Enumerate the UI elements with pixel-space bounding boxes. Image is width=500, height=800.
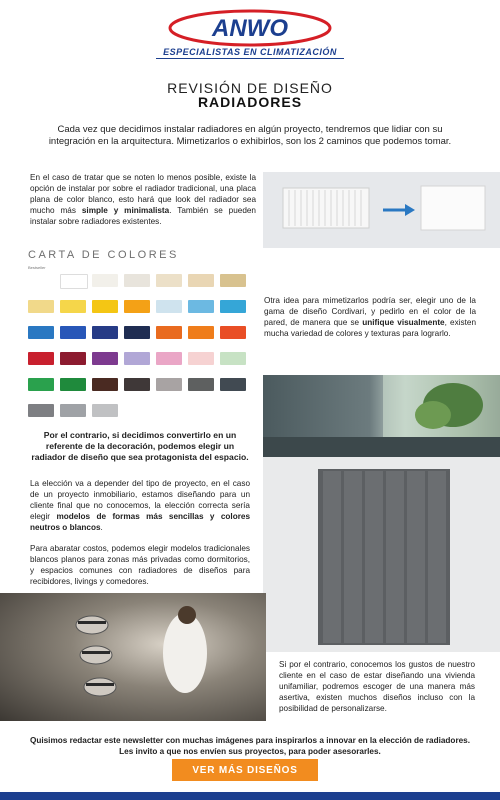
color-chart-title: CARTA DE COLORES <box>28 249 179 261</box>
tagline: ESPECIALISTAS EN CLIMATIZACIÓN <box>163 47 337 57</box>
color-swatch <box>60 300 86 313</box>
section-project-choice-text: La elección va a depender del tipo de proyecto, en el caso de un proyecto inmobiliario, estamos diseñando para un cliente final que no conocemos, la elección correcta sería elegir modelos de formas más sencillas y colores neutros o blancos. <box>30 479 251 532</box>
color-swatch <box>60 326 86 339</box>
page-title-line1: REVISIÓN DE DISEÑO <box>167 80 333 96</box>
color-swatch <box>156 352 182 365</box>
page-title-line2: RADIADORES <box>197 94 303 110</box>
color-swatch <box>124 326 150 339</box>
color-swatch <box>188 352 214 365</box>
section-mimetize-text: Otra idea para mimetizarlos podría ser, elegir uno de la gama de diseño Cordivari, y pedirlo en el color de la pared, de manera que se unifique visualmente, existen mucha variedad de colores y texturas para lograrlo. <box>264 296 477 338</box>
color-swatch <box>92 326 118 339</box>
logo-text: ANWO <box>212 15 288 42</box>
closing-text: Quisimos redactar este newsletter con muchas imágenes para inspirarlos a innovar en la elección de radiadores. Les invito a que nos envíen sus proyectos, para poder asesorarles. <box>29 736 471 756</box>
color-swatch <box>60 378 86 391</box>
color-swatch <box>156 378 182 391</box>
color-swatch <box>188 378 214 391</box>
color-swatch <box>60 352 86 365</box>
color-swatch <box>156 274 182 287</box>
divider <box>156 58 344 59</box>
radiator-comparison-illustration <box>263 172 500 248</box>
color-swatch <box>92 300 118 313</box>
anwo-logo[interactable] <box>156 8 344 48</box>
grey-radiator-illustration <box>263 457 500 652</box>
color-swatch <box>92 274 118 287</box>
color-swatch <box>156 326 182 339</box>
round-radiator-illustration <box>0 593 266 721</box>
color-swatch <box>28 352 54 365</box>
color-swatch <box>124 352 150 365</box>
section-minimalist-text: En el caso de tratar que se noten lo menos posible, existe la opción de instalar por sobre el radiador tradicional, una placa plana de color blanco, esto hará que look del radiador sea mucho más simple y minimalista. También se pueden instalar sobre radiadores existentes. <box>30 173 256 226</box>
color-swatch <box>188 326 214 339</box>
intro-text: Cada vez que decidimos instalar radiadores en algún proyecto, tendremos que lidiar con su integración en la arquitectura. Mimetizarlos o exhibirlos, son los 2 caminos que podemos tomar. <box>48 124 452 147</box>
plant-room-illustration <box>263 375 500 457</box>
woman-towel-radiator-image <box>0 593 266 721</box>
section-custom-design-text: Si por el contrario, conocemos los gustos de nuestro cliente en el caso de estar diseñando una vivienda unifamiliar, podremos escoger de una manera más asertiva, existen muchos diseños incluso con la posibilidad de personalizarse. <box>279 660 475 713</box>
color-swatch <box>28 326 54 339</box>
color-swatch <box>124 300 150 313</box>
green-room-image <box>263 375 500 457</box>
color-swatch <box>92 352 118 365</box>
color-chart <box>28 265 258 420</box>
section-costs-text: Para abaratar costos, podemos elegir modelos tradicionales blancos planos para zonas más privadas como dormitorios, y espacios comunes con radiadores de diseños para recibidores, livings y comedores. <box>30 544 250 586</box>
color-swatch <box>92 378 118 391</box>
grey-vertical-radiator-image <box>263 457 500 652</box>
color-swatch <box>188 300 214 313</box>
white-panel-radiator-image <box>263 172 500 248</box>
color-swatch <box>124 274 150 287</box>
section-design-highlight-text: Por el contrario, si decidimos convertirlo en un referente de la decoración, podemos elegir un radiador de diseño que sea protagonista del espacio. <box>31 430 249 462</box>
color-swatch <box>220 274 246 287</box>
color-swatch <box>220 378 246 391</box>
color-swatch <box>220 352 246 365</box>
color-swatch <box>28 404 54 417</box>
color-chart-label: Bestseller <box>28 265 46 270</box>
color-swatch <box>188 274 214 287</box>
color-swatch <box>28 300 54 313</box>
color-swatch <box>156 300 182 313</box>
footer-bar <box>0 792 500 800</box>
color-swatch <box>220 326 246 339</box>
color-swatch <box>60 274 88 289</box>
see-more-designs-button[interactable]: VER MÁS DISEÑOS <box>172 759 318 781</box>
color-swatch <box>60 404 86 417</box>
color-swatch <box>92 404 118 417</box>
color-swatch <box>124 378 150 391</box>
header <box>0 0 500 66</box>
color-swatch <box>28 378 54 391</box>
color-swatch <box>220 300 246 313</box>
